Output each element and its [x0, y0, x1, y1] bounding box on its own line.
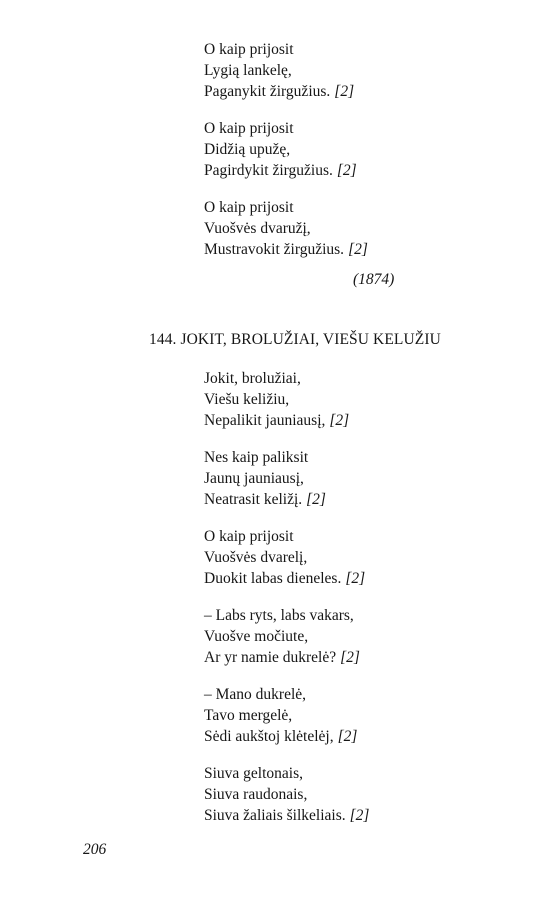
refrain-mark: [2] — [349, 807, 370, 824]
stanza — [204, 526, 365, 589]
stanza — [204, 447, 326, 510]
verse-line: O kaip prijosit — [204, 528, 294, 545]
refrain-mark: [2] — [336, 162, 357, 179]
stanza — [204, 605, 360, 668]
verse-line: Jokit, brolužiai, — [204, 370, 301, 387]
verse-line: Jaunų jauniausį, — [204, 470, 304, 487]
verse-line: Tavo mergelė, — [204, 707, 293, 724]
verse-line: Neatrasit keližį. [2] — [204, 491, 326, 508]
verse-line: O kaip prijosit — [204, 199, 294, 216]
refrain-mark: [2] — [337, 728, 358, 745]
refrain-mark: [2] — [306, 491, 326, 508]
verse-line: O kaip prijosit — [204, 120, 294, 137]
verse-line: Duokit labas dieneles. [2] — [204, 570, 366, 587]
verse-line: Siuva geltonais, — [204, 765, 304, 782]
verse-line: – Labs ryts, labs vakars, — [204, 607, 354, 624]
verse-line: Nepalikit jauniausį, [2] — [204, 412, 350, 429]
stanza — [204, 763, 369, 826]
verse-line: Viešu keližiu, — [204, 391, 290, 408]
song-date: (1874) — [353, 271, 395, 288]
page-number: 206 — [83, 841, 107, 858]
verse-line: Sėdi aukštoj klėtelėj, [2] — [204, 728, 358, 745]
verse-line: Ar yr namie dukrelė? [2] — [204, 649, 360, 666]
verse-line: Lygią lankelę, — [204, 62, 292, 79]
verse-line: Didžią upužę, — [204, 141, 291, 158]
refrain-mark: [2] — [345, 570, 366, 587]
stanza — [204, 368, 349, 431]
stanza — [204, 197, 368, 260]
verse-line: Paganykit žirgužius. [2] — [204, 83, 355, 100]
refrain-mark: [2] — [348, 241, 368, 258]
verse-line: Vuošvės dvaružį, — [204, 220, 311, 237]
verse-line: Siuva žaliais šilkeliais. [2] — [204, 807, 370, 824]
verse-line: Nes kaip paliksit — [204, 449, 309, 466]
verse-line: Mustravokit žirgužius. [2] — [204, 241, 368, 258]
refrain-mark: [2] — [340, 649, 360, 666]
stanza — [204, 118, 357, 181]
verse-line: Siuva raudonais, — [204, 786, 308, 803]
refrain-mark: [2] — [334, 83, 355, 100]
verse-line: Vuošvės dvarelį, — [204, 549, 308, 566]
stanza — [204, 684, 357, 747]
song-title: 144. JOKIT, BROLUŽIAI, VIEŠU KELUŽIU — [149, 331, 441, 348]
stanza — [204, 39, 354, 102]
refrain-mark: [2] — [329, 412, 350, 429]
verse-line: Vuošve močiute, — [204, 628, 309, 645]
verse-line: – Mano dukrelė, — [204, 686, 307, 703]
verse-line: O kaip prijosit — [204, 41, 294, 58]
verse-line: Pagirdykit žirgužius. [2] — [204, 162, 357, 179]
